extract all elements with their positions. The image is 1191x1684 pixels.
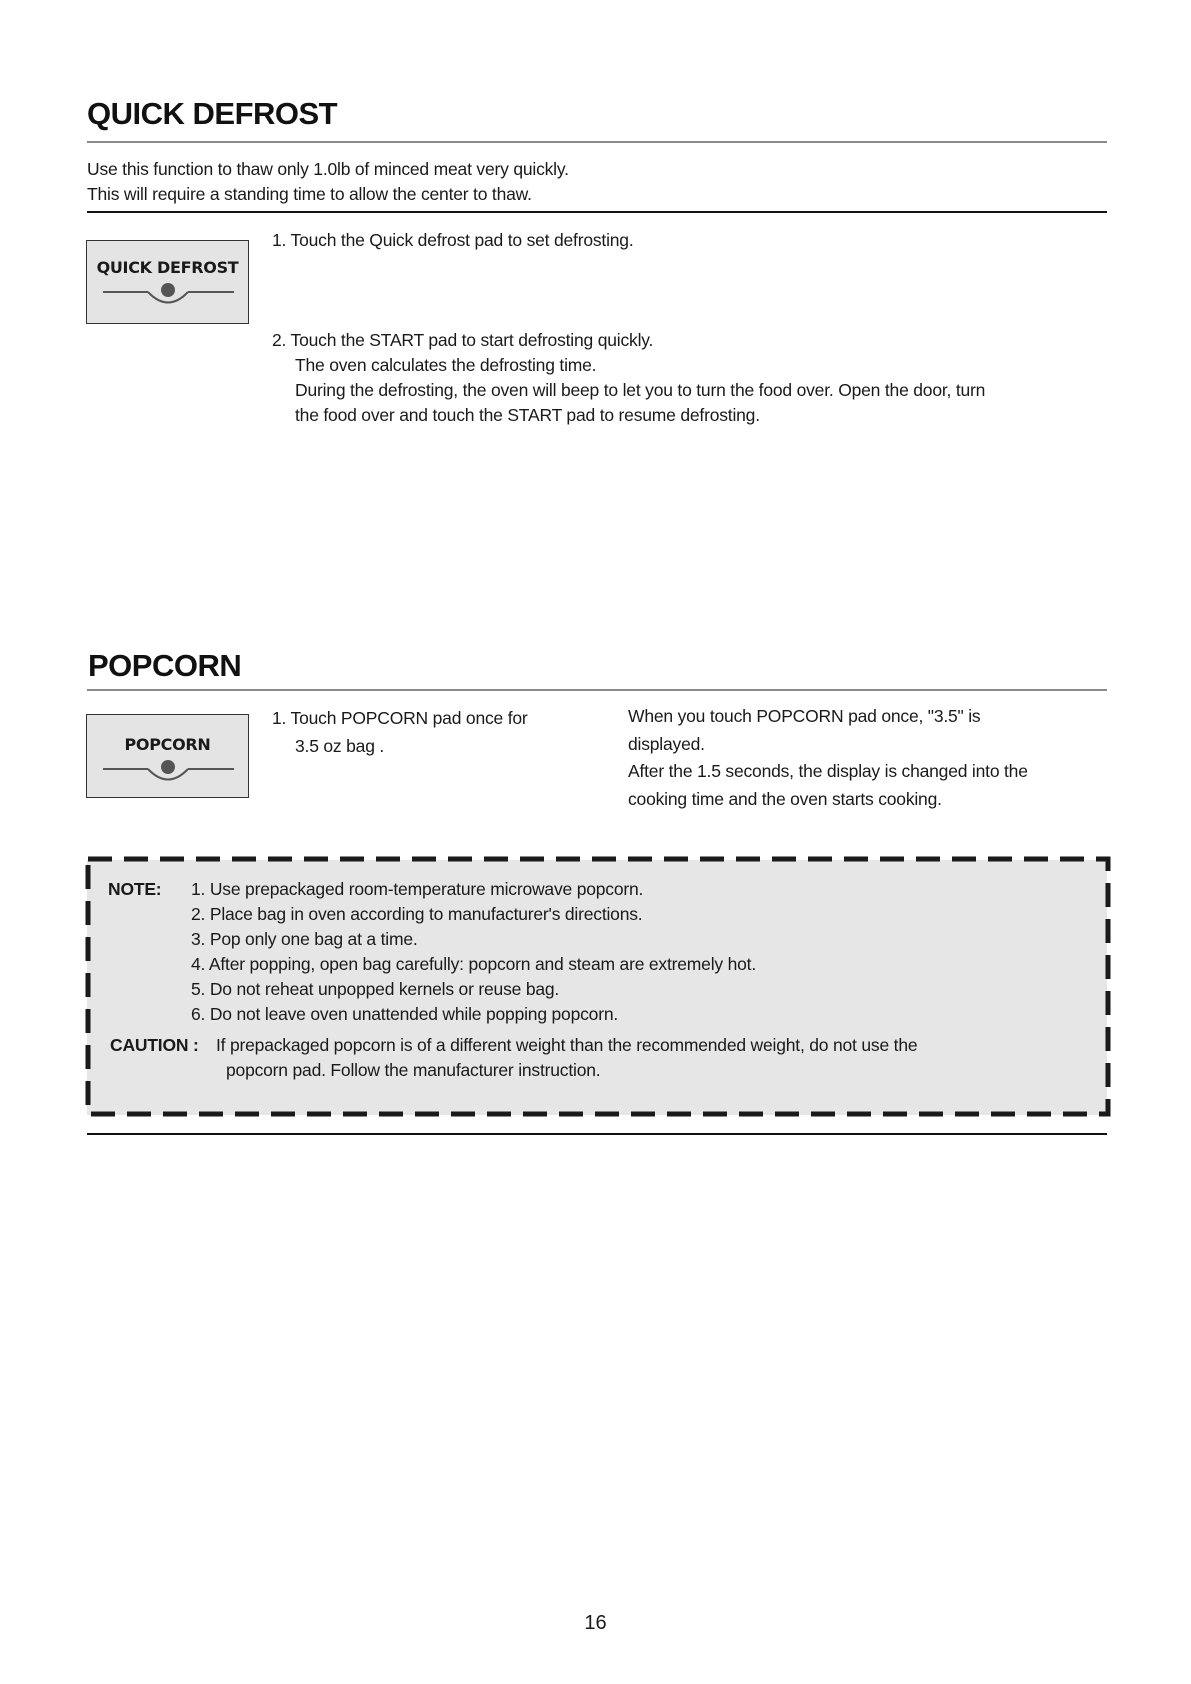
- note-label: NOTE:: [108, 879, 162, 899]
- popcorn-description-line-4: cooking time and the oven starts cooking.: [628, 789, 942, 809]
- popcorn-title: POPCORN: [88, 648, 242, 683]
- note-item: 5. Do not reheat unpopped kernels or reuse bag.: [191, 979, 560, 999]
- popcorn-description-line-3: After the 1.5 seconds, the display is changed into the: [628, 761, 1028, 781]
- popcorn-step-1: 1. Touch POPCORN pad once for: [272, 708, 528, 728]
- section-divider: [87, 141, 1107, 143]
- quick-defrost-step-2-line-2: The oven calculates the defrosting time.: [295, 355, 597, 375]
- popcorn-step-1-line-2: 3.5 oz bag .: [295, 736, 385, 756]
- page-number: 16: [584, 1612, 607, 1634]
- quick-defrost-step-2: 2. Touch the START pad to start defrosting quickly.: [272, 330, 654, 350]
- quick-defrost-step-1: 1. Touch the Quick defrost pad to set defrosting.: [272, 230, 634, 250]
- section-divider: [87, 689, 1107, 691]
- note-item: 6. Do not leave oven unattended while popping popcorn.: [191, 1004, 619, 1024]
- popcorn-description-line-2: displayed.: [628, 734, 705, 754]
- note-item: 3. Pop only one bag at a time.: [191, 929, 418, 949]
- touch-pad-icon: [103, 281, 234, 309]
- touch-pad-icon: [103, 758, 234, 786]
- popcorn-pad-label: POPCORN: [124, 735, 211, 754]
- note-item: 2. Place bag in oven according to manufacturer's directions.: [191, 904, 643, 924]
- caution-text-line-2: popcorn pad. Follow the manufacturer instruction.: [226, 1060, 601, 1080]
- quick-defrost-pad-illustration: [86, 240, 249, 324]
- quick-defrost-title: QUICK DEFROST: [87, 96, 338, 131]
- quick-defrost-step-2-line-4: the food over and touch the START pad to resume defrosting.: [295, 405, 760, 425]
- section-divider: [87, 1133, 1107, 1135]
- caution-label: CAUTION :: [110, 1035, 199, 1055]
- section-divider: [87, 211, 1107, 213]
- caution-text-line-1: If prepackaged popcorn is of a different weight than the recommended weight, do not use the: [216, 1035, 918, 1055]
- note-item: 1. Use prepackaged room-temperature microwave popcorn.: [191, 879, 644, 899]
- note-item: 4. After popping, open bag carefully: popcorn and steam are extremely hot.: [191, 954, 756, 974]
- quick-defrost-intro-line-1: Use this function to thaw only 1.0lb of minced meat very quickly.: [87, 159, 569, 179]
- quick-defrost-pad-label: QUICK DEFROST: [96, 258, 239, 277]
- popcorn-description-line-1: When you touch POPCORN pad once, "3.5" is: [628, 706, 981, 726]
- popcorn-pad-illustration: [86, 714, 249, 798]
- quick-defrost-intro-line-2: This will require a standing time to allow the center to thaw.: [87, 184, 532, 204]
- quick-defrost-step-2-line-3: During the defrosting, the oven will beep to let you to turn the food over. Open the door, turn: [295, 380, 986, 400]
